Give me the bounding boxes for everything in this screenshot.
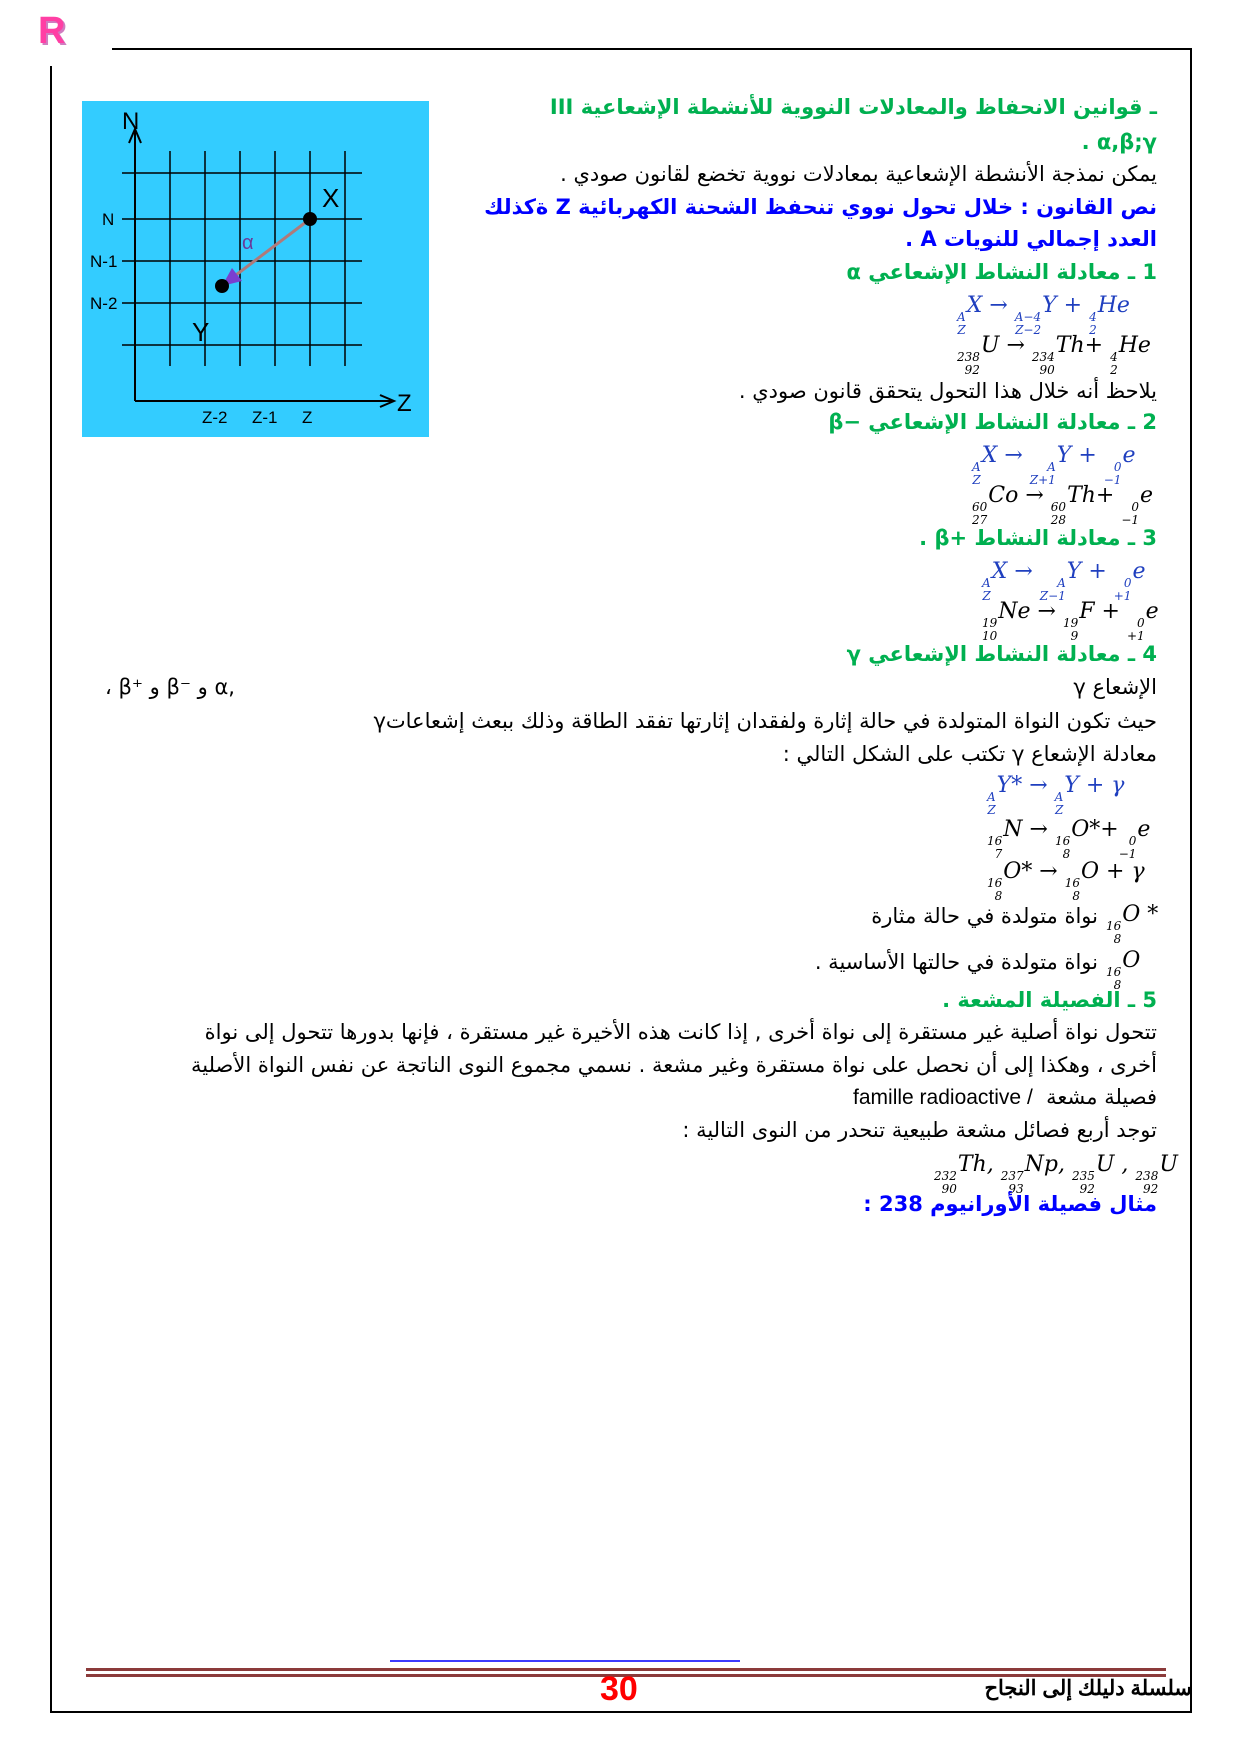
top-rule bbox=[112, 48, 1192, 50]
gamma-line3: معادلة الإشعاع γ تكتب على الشكل التالي : bbox=[782, 742, 1157, 766]
intro-text: يمكن نمذجة الأنشطة الإشعاعية بمعادلات نووية تخضع لقانون صودي . bbox=[560, 162, 1157, 186]
family-paragraph-4: توجد أربع فصائل مشعة طبيعية تنحدر من النوى التالية : bbox=[682, 1118, 1157, 1142]
section-title-line2: . α,β;γ bbox=[1081, 130, 1157, 154]
section-title: III ـ قوانين الانحفاظ والمعادلات النووية للأنشطة الإشعاعية bbox=[549, 95, 1157, 119]
footer-blue-rule bbox=[390, 1660, 740, 1662]
family-paragraph-2: أخرى ، وهكذا إلى أن نحصل على نواة مستقرة وغير مشعة . نسمي مجموع النوى الناتجة عن نفس النواة الأصلية bbox=[191, 1053, 1157, 1077]
family-term-arabic: فصيلة مشعة bbox=[1046, 1085, 1157, 1109]
uranium-family-example: مثال فصيلة الأورانيوم 238 : bbox=[863, 1192, 1157, 1216]
excited-nucleus-caption: نواة متولدة في حالة مثارة bbox=[871, 904, 1098, 928]
parent-label: X bbox=[322, 183, 340, 213]
daughter-label: Y bbox=[192, 317, 210, 347]
z-axis-label: Z bbox=[397, 390, 412, 417]
n-axis-label: N bbox=[122, 108, 140, 135]
alpha-title: 1 ـ معادلة النشاط الإشعاعي α bbox=[846, 260, 1157, 284]
law-text-line2: العدد إجمالي للنويات A . bbox=[905, 227, 1157, 251]
alpha-label: α bbox=[242, 232, 254, 254]
beta-minus-title: 2 ـ معادلة النشاط الإشعاعي −β bbox=[828, 410, 1157, 434]
family-term-french: famille radioactive / bbox=[853, 1086, 1033, 1109]
beta-plus-neon-equation: 19 10 Ne → 19 9 F + 0 +1 e bbox=[982, 599, 1159, 643]
alpha-general-equation: A Z X → A−4 Z−2 Y + 4 2 He bbox=[957, 293, 1130, 337]
frame-bottom bbox=[50, 1711, 1192, 1713]
daughter-nucleus-dot bbox=[215, 279, 229, 293]
nitrogen-decay-equation: 16 7 N → 16 8 O*+ 0 −1 e bbox=[987, 817, 1151, 861]
gamma-line1-right: الإشعاع γ bbox=[1073, 675, 1157, 699]
family-parent-nuclei: 232 90 Th, 237 93 Np, 235 92 U , 238 92 U bbox=[934, 1152, 1178, 1196]
frame-right bbox=[1190, 50, 1192, 1712]
y-tick-n: N bbox=[102, 210, 115, 229]
beta-plus-general-equation: A Z X → A Z−1 Y + 0 +1 e bbox=[982, 559, 1146, 603]
alpha-uranium-equation: 238 92 U → 234 90 Th+ 4 2 He bbox=[957, 333, 1151, 377]
gamma-title: 4 ـ معادلة النشاط الإشعاعي γ bbox=[846, 642, 1157, 666]
gamma-line2: حيث تكون النواة المتولدة في حالة إثارة ولفقدان إثارتها تفقد الطاقة وذلك ببعث إشعاعاتγ bbox=[373, 709, 1157, 733]
x-tick-z-1: Z-1 bbox=[252, 408, 278, 427]
family-title: 5 ـ الفصيلة المشعة . bbox=[942, 988, 1157, 1012]
law-text-line1: نص القانون : خلال تحول نووي تنحفظ الشحنة الكهربائية Z ةكذلك bbox=[484, 195, 1157, 219]
gamma-general-equation: A Z Y* → A Z Y + γ bbox=[987, 773, 1125, 817]
family-definition bbox=[853, 1083, 1157, 1112]
soddy-note: يلاحظ أنه خلال هذا التحول يتحقق قانون صودي . bbox=[738, 379, 1157, 403]
beta-plus-title: 3 ـ معادلة النشاط +β . bbox=[919, 526, 1157, 550]
page-number: 30 bbox=[600, 1670, 638, 1708]
y-tick-n-1: N-1 bbox=[90, 252, 118, 271]
family-paragraph-1: تتحول نواة أصلية غير مستقرة إلى نواة أخرى , إذا كانت هذه الأخيرة غير مستقرة ، فإنها بدورها تتحول إلى نواة bbox=[204, 1020, 1157, 1044]
excited-oxygen-symbol: 16 8 O * bbox=[1106, 902, 1159, 946]
beta-minus-cobalt-equation: 60 27 Co → 60 28 Th+ 0 −1 e bbox=[972, 483, 1154, 527]
beta-minus-general-equation: A Z X → A Z+1 Y + 0 −1 e bbox=[972, 443, 1136, 487]
segre-diagram bbox=[82, 101, 429, 437]
series-title: سلسلة دليلك إلى النجاح bbox=[984, 1677, 1192, 1700]
x-tick-z: Z bbox=[302, 408, 313, 427]
ground-nucleus-caption: نواة متولدة في حالتها الأساسية . bbox=[814, 950, 1098, 974]
ground-oxygen-symbol: 16 8 O bbox=[1106, 948, 1141, 992]
y-tick-n-2: N-2 bbox=[90, 294, 118, 313]
parent-nucleus-dot bbox=[303, 212, 317, 226]
oxygen-deexcitation-equation: 16 8 O* → 16 8 O + γ bbox=[987, 859, 1145, 903]
x-tick-z-2: Z-2 bbox=[202, 408, 228, 427]
logo: R bbox=[38, 10, 66, 52]
segre-diagram-svg bbox=[82, 101, 429, 437]
gamma-line1-left: ، β⁺ و β⁻ و α, bbox=[105, 675, 235, 699]
frame-left bbox=[50, 66, 52, 1712]
